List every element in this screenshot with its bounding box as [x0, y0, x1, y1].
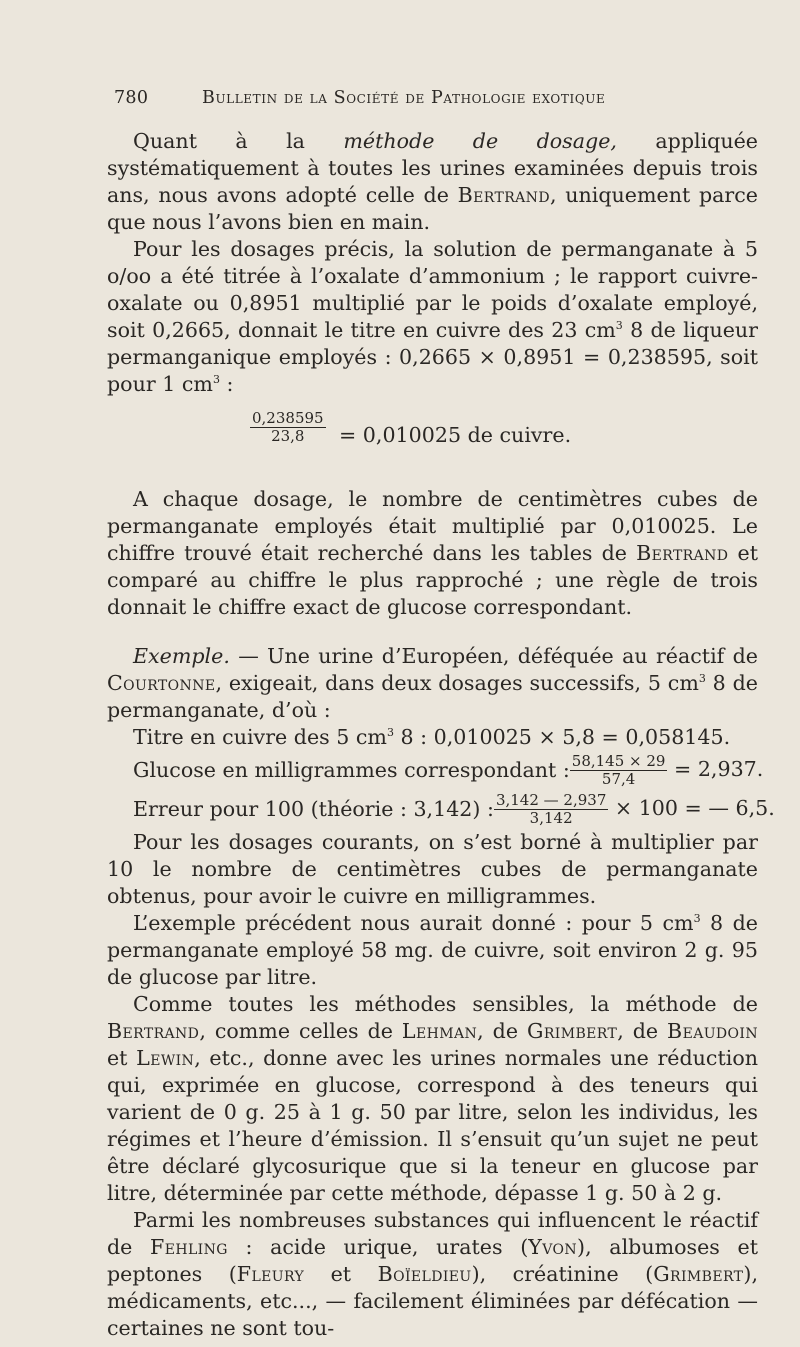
paragraph-method: Quant à la méthode de dosage, appliquée systématiquement à toutes les urines examinées depuis trois ans, nous avons adopté celle de Bertrand, uniquement parce que nous l’avons bien en main. — [107, 129, 758, 234]
glucose-result: = 2,937. — [674, 756, 764, 781]
author-bertrand: Bertrand — [457, 183, 550, 207]
author-bertrand: Bertrand — [636, 541, 729, 565]
formula-result: = 0,010025 de cuivre. — [339, 423, 572, 447]
running-title: Bulletin de la Société de Pathologie exotique — [202, 88, 606, 108]
copper-formula — [107, 402, 758, 464]
author-courtonne: Courtonne — [107, 671, 216, 695]
formula-fraction — [250, 410, 326, 445]
erreur-line — [107, 789, 775, 829]
body-text — [107, 128, 775, 1342]
paragraph-current-dosage: Pour les dosages courants, on s’est borné à multiplier par 10 le nombre de centimètres cubes de permanganate obtenus, pour avoir le cuivre en milligrammes. — [107, 830, 758, 908]
example-label: Exemple. — [133, 644, 230, 668]
glucose-label: Glucose en milligrammes correspondant : — [133, 757, 570, 782]
formula-numerator: 0,238595 — [252, 409, 324, 427]
paragraph-titration: Pour les dosages précis, la solution de permanganate à 5 o/oo a été titrée à l’oxalate d’ammonium ; le rapport cuivre-oxalate ou 0,8951 multiplié par le poids d’oxalate employé, soit 0,2665, donnait le titre en cuivre des 23 $cm^3$ 8 de liqueur permanganique employés : 0,2665 × 0,8951 = 0,238595, soit pour 1 $cm^3$ : — [107, 237, 759, 396]
glucose-fraction: $\frac{58,145 \times 29}{57,4}$ — [571, 751, 666, 788]
formula-denominator: 23,8 — [250, 427, 326, 445]
method-emphasis: méthode de dosage, — [343, 129, 617, 153]
erreur-label: Erreur pour 100 (théorie : 3,142) : — [133, 796, 494, 821]
paragraph-substances: Parmi les nombreuses substances qui influencent le réactif de Fehling : acide urique, urates (Yvon), albumoses et peptones (Fleury et Boïeldieu), créatinine (Grimbert), médicaments, etc..., — facilement éliminées par défécation — certaines ne sont tou- — [107, 1208, 759, 1340]
paragraph-procedure: A chaque dosage, le nombre de centimètres cubes de permanganate employés était multiplié par 0,010025. Le chiffre trouvé était recherché dans les tables de Bertrand et comparé au chiffre le plus rapproché ; une règle de trois donnait le chiffre exact de glucose correspondant. — [107, 487, 758, 619]
erreur-result: × 100 = — 6,5. — [614, 795, 775, 820]
paragraph-example: Exemple. — Une urine d’Européen, déféquée au réactif de Courtonne, exigeait, dans deux dosages successifs, 5 $cm^3$ 8 de permanganate, d’où : — [107, 644, 758, 722]
page-number: 780 — [114, 88, 149, 108]
paragraph-sensitive-methods: Comme toutes les méthodes sensibles, la méthode de Bertrand, comme celles de Lehman, de Grimbert, de Beaudoin et Lewin, etc., donne avec les urines normales une réduction qui, exprimée en glucose, correspond à des teneurs qui varient de 0 g. 25 à 1 g. 50 par litre, selon les individus, les régimes et l’heure d’émission. Il s’ensuit qu’un sujet ne peut être déclaré glycosurique que si la teneur en glucose par litre, déterminée par cette méthode, dépasse 1 g. 50 à 2 g. — [107, 992, 758, 1205]
paragraph-previous-example: L’exemple précédent nous aurait donné : pour 5 $cm^3$ 8 de permanganate employé 58 mg. de cuivre, soit environ 2 g. 95 de glucose par litre. — [107, 911, 758, 989]
glucose-line — [107, 751, 764, 789]
erreur-fraction: $\frac{3,142 — 2,937}{3,142}$ — [495, 790, 607, 827]
titre-line: Titre en cuivre des 5 $cm^3$ 8 : 0,010025 × 5,8 = 0,058145. — [133, 725, 731, 749]
